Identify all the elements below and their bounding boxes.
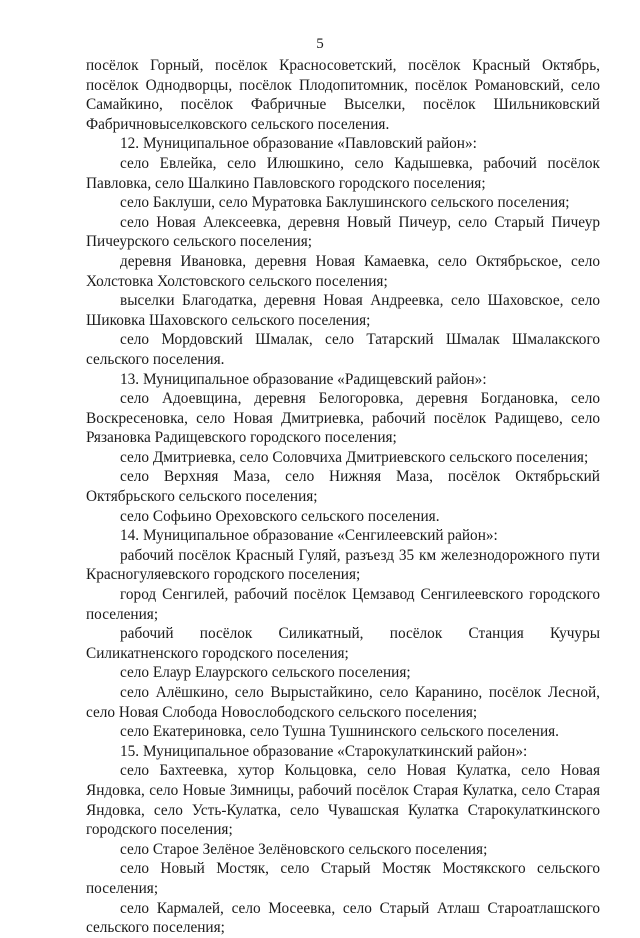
list-item: село Новая Алексеевка, деревня Новый Пичеур, село Старый Пичеур Пичеурского сельского поселения; [86, 213, 600, 251]
list-item: село Мордовский Шмалак, село Татарский Шмалак Шмалакского сельского поселения. [86, 331, 600, 368]
document-body [86, 56, 600, 938]
list-item: посёлок Горный, посёлок Красносоветский, посёлок Красный Октябрь, посёлок Однодворцы, посёлок Плодопитомник, посёлок Романовский, село Самайкино, посёлок Фабричные Выселки, посёлок Шильниковский Фабричновыселковского сельского поселения. [86, 57, 600, 133]
list-item: село Дмитриевка, село Соловчиха Дмитриевского сельского поселения; [120, 448, 589, 466]
list-item: село Бахтеевка, хутор Кольцовка, село Новая Кулатка, село Новая Яндовка, село Новые Зимницы, рабочий посёлок Старая Кулатка, село Старая Яндовка, село Усть-Кулатка, село Чувашская Кулатка Старокулаткинского городского поселения; [86, 762, 600, 839]
list-item: деревня Ивановка, деревня Новая Камаевка, село Октябрьское, село Холстовка Холстовского сельского поселения; [86, 252, 600, 290]
list-item: село Елаур Елаурского сельского поселения; [120, 664, 411, 682]
section-heading-12: 12. Муниципальное образование «Павловский район»: [120, 135, 477, 153]
section-heading-15: 15. Муниципальное образование «Старокулаткинский район»: [120, 742, 528, 760]
list-item: село Верхняя Маза, село Нижняя Маза, посёлок Октябрьский Октябрьского сельского поселения; [86, 468, 600, 506]
list-item: село Новый Мостяк, село Старый Мостяк Мостякского сельского поселения; [86, 860, 600, 897]
list-item: рабочий посёлок Красный Гуляй, разъезд 35 км железнодорожного пути Красногуляевского городского поселения; [86, 546, 600, 584]
list-item: село Екатериновка, село Тушна Тушнинского сельского поселения. [120, 723, 559, 741]
list-item: выселки Благодатка, деревня Новая Андреевка, село Шаховское, село Шиковка Шаховского сельского поселения; [86, 292, 600, 329]
list-item: рабочий посёлок Силикатный, посёлок Станция Кучуры Силикатненского городского поселения; [86, 625, 600, 662]
section-heading-14: 14. Муниципальное образование «Сенгилеевский район»: [120, 527, 498, 545]
list-item: село Старое Зелёное Зелёновского сельского поселения; [120, 840, 488, 858]
list-item: село Алёшкино, село Вырыстайкино, село Каранино, посёлок Лесной, село Новая Слобода Новослободского сельского поселения; [86, 684, 600, 721]
list-item: село Евлейка, село Илюшкино, село Кадышевка, рабочий посёлок Павловка, село Шалкино Павловского городского поселения; [86, 154, 600, 192]
list-item: село Софьино Ореховского сельского поселения. [120, 507, 440, 525]
list-item: село Баклуши, село Муратовка Баклушинского сельского поселения; [120, 194, 570, 212]
list-item: город Сенгилей, рабочий посёлок Цемзавод Сенгилеевского городского поселения; [86, 586, 600, 623]
page-number: 5 [316, 36, 324, 52]
section-heading-13: 13. Муниципальное образование «Радищевский район»: [120, 370, 487, 388]
list-item: село Адоевщина, деревня Белогоровка, деревня Богдановка, село Воскресеновка, село Новая Дмитриевка, рабочий посёлок Радищево, село Рязановка Радищевского городского поселения; [86, 390, 600, 447]
list-item: село Кармалей, село Мосеевка, село Старый Атлаш Староатлашского сельского поселения; [86, 899, 600, 937]
